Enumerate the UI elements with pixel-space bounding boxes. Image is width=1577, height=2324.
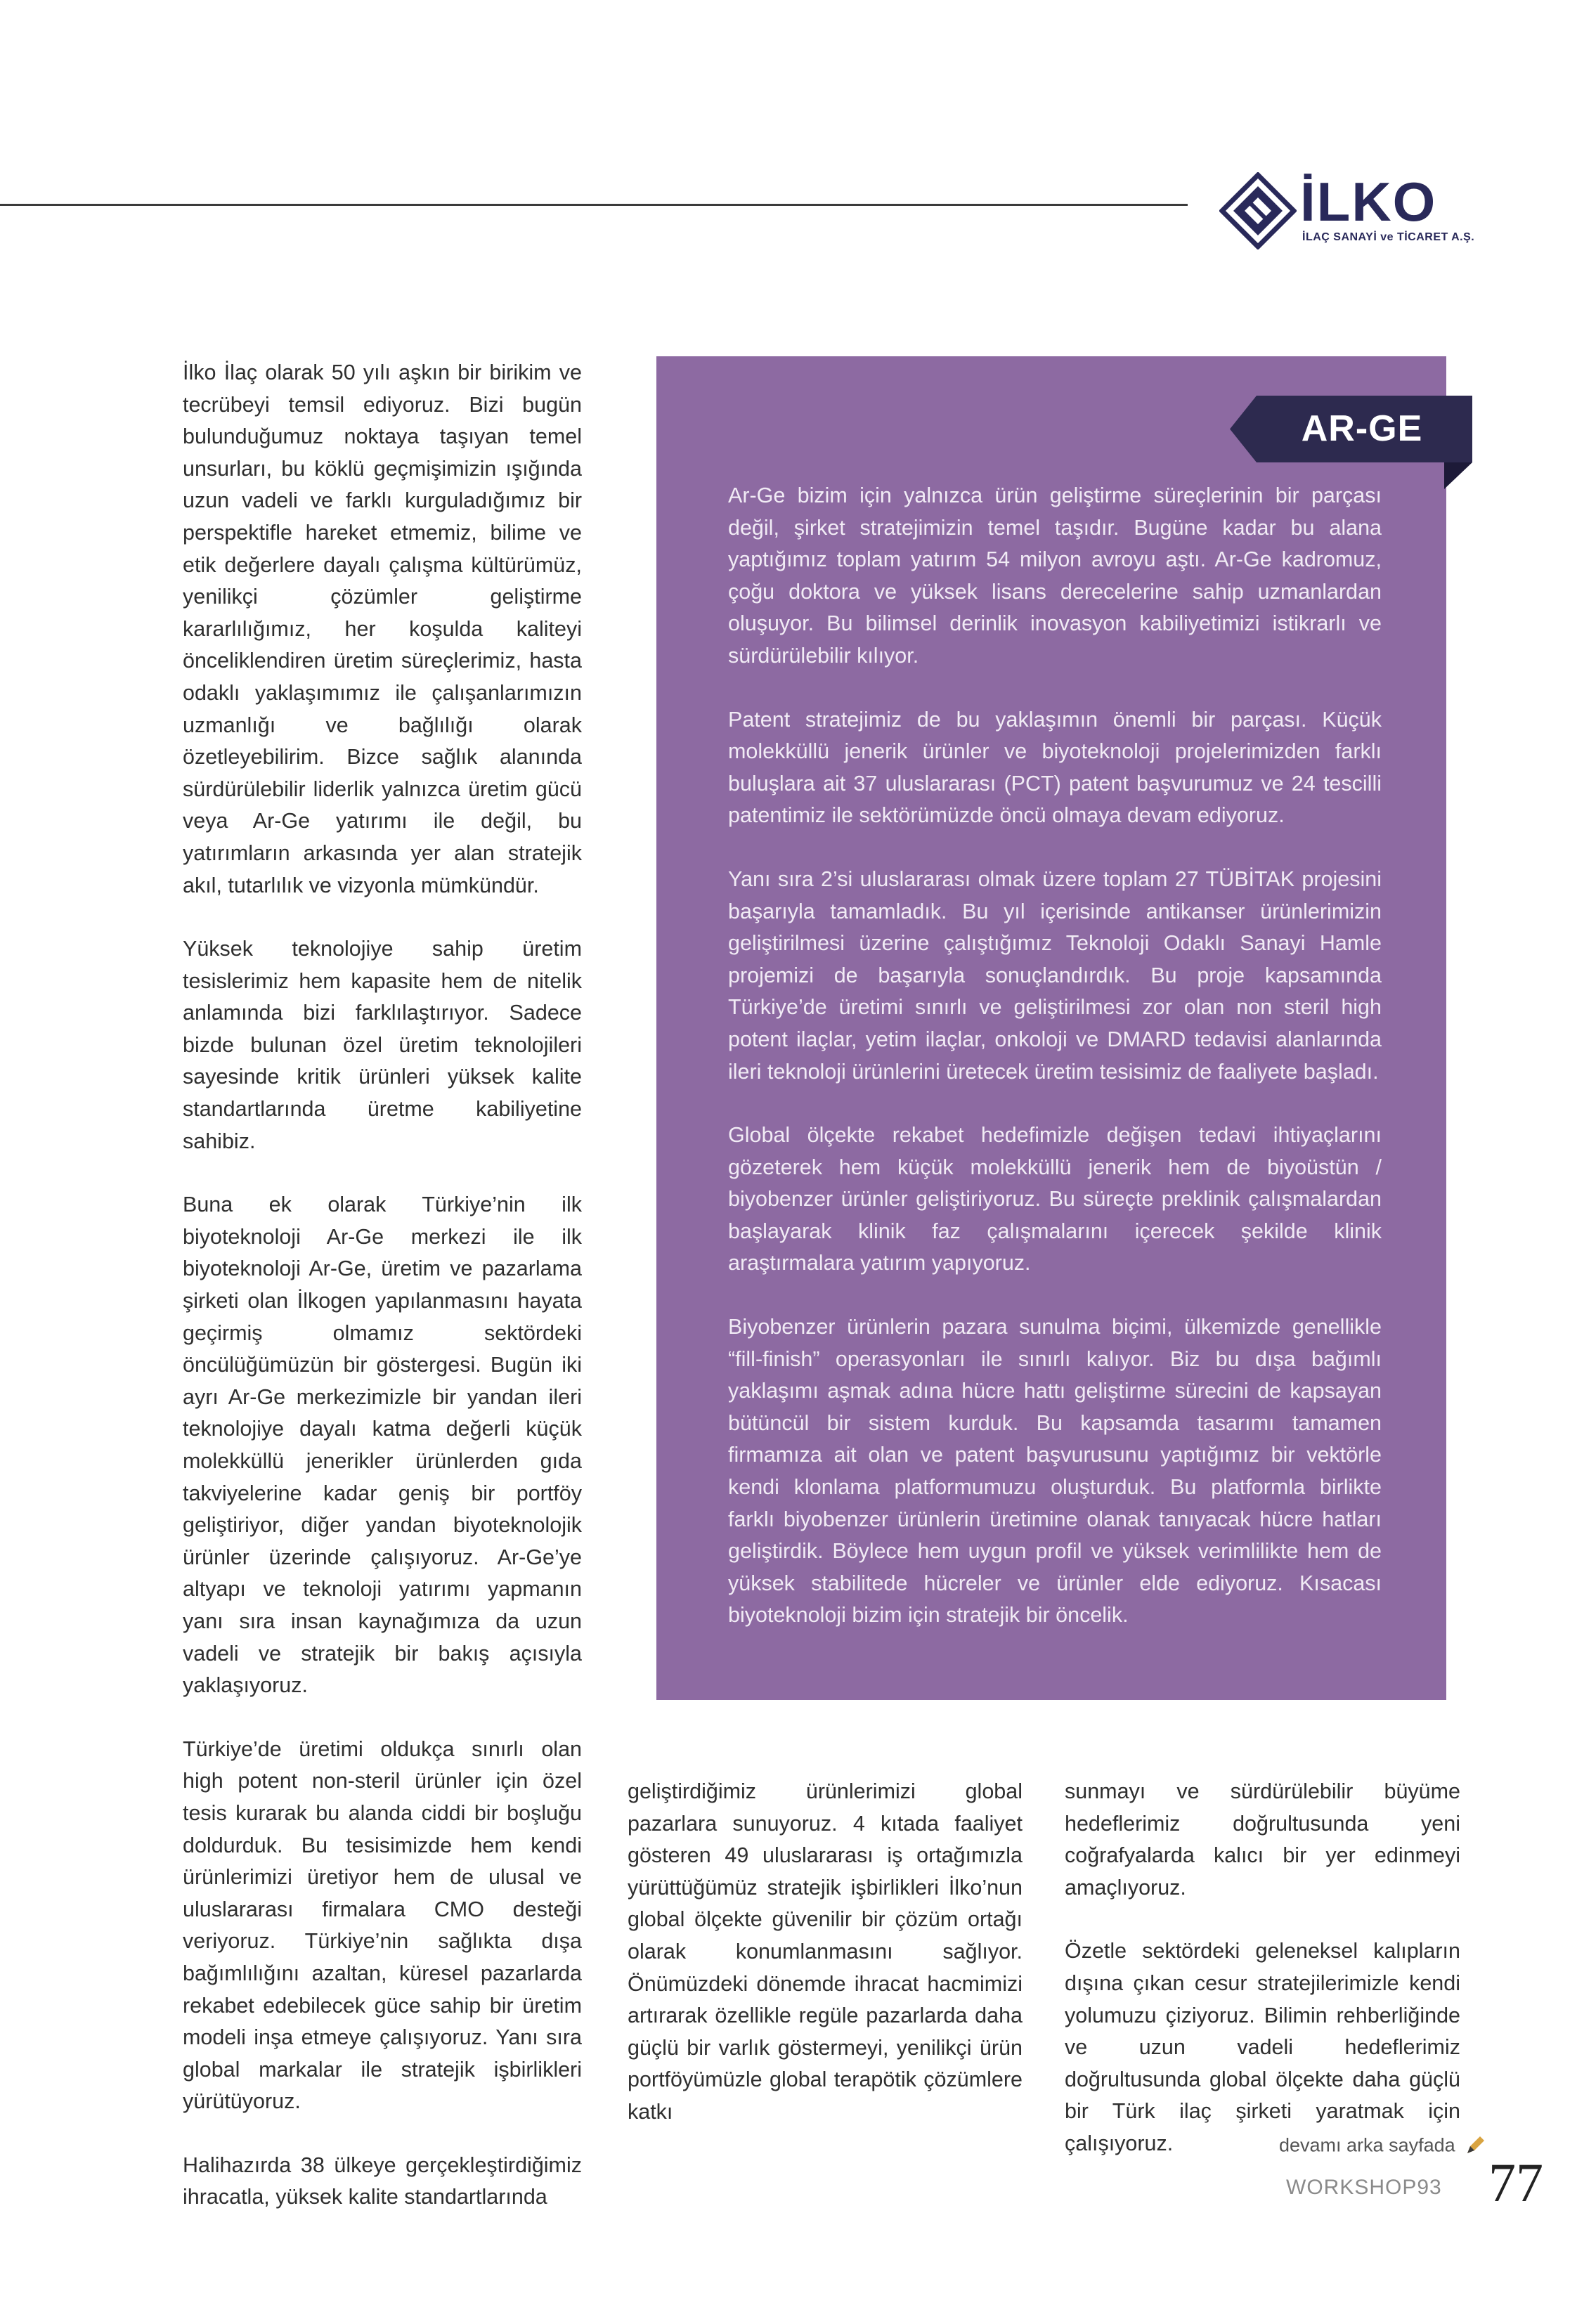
- header-rule: [0, 204, 1188, 206]
- continued-note: [1279, 2134, 1486, 2156]
- paragraph: Halihazırda 38 ülkeye gerçekleştirdiğimiz ihracatla, yüksek kalite standartlarında: [183, 2153, 582, 2209]
- paragraph: Global ölçekte rekabet hedefimizle değişen tedavi ihtiyaçlarını gözeterek hem küçük molekküllü jenerik hem de biyoüstün / biyobenzer ürünler geliştiriyoruz. Bu süreçte preklinik çalışmalardan başlayarak klinik faz çalışmalarını içerecek şekilde klinik araştırmalara yatırım yapıyoruz.: [728, 1123, 1382, 1275]
- paragraph: Patent stratejimiz de bu yaklaşımın önemli bir parçası. Küçük molekküllü jenerik ürünler ve biyoteknoloji projelerimizden farklı buluşlara ait 37 uluslararası (PCT) patent başvurumuz ve 24 tescilli patentimiz ile sektörümüzde öncü olmaya devam ediyoruz.: [728, 707, 1382, 828]
- right-text-column: [1065, 1776, 1460, 2160]
- left-text-column: [183, 357, 582, 2214]
- paragraph: Yüksek teknolojiye sahip üretim tesislerimiz hem kapasite hem de nitelik anlamında bizi farklılaştırıyor. Sadece bizde bulunan özel üretim teknolojileri sayesinde kritik ürünleri yüksek kalite standartlarında üretme kabiliyetine sahibiz.: [183, 937, 582, 1153]
- paragraph: Ar-Ge bizim için yalnızca ürün geliştirme süreçlerinin bir parçası değil, şirket stratejimizin temel taşıdır. Bugüne kadar bu alana yaptığımız toplam yatırım 54 milyon avroyu aştı. Ar-Ge kadromuz, çoğu doktora ve yüksek lisans derecelerine sahip uzmanlardan oluşuyor. Bu bilimsel derinlik inovasyon kabiliyetimizi istikrarlı ve sürdürülebilir kılıyor.: [728, 483, 1382, 668]
- continued-text: devamı arka sayfada: [1279, 2134, 1455, 2156]
- logo-subtitle: İLAÇ SANAYİ ve TİCARET A.Ş.: [1302, 231, 1475, 243]
- section-tag-label: AR-GE: [1301, 408, 1423, 449]
- paragraph: Buna ek olarak Türkiye’nin ilk biyoteknoloji Ar-Ge merkezi ile ilk biyoteknoloji Ar-Ge, üretim ve pazarlama şirketi olan İlkogen yapılanmasını hayata geçirmiş olmamız sektördeki öncülüğümüzün bir göstergesi. Bugün iki ayrı Ar-Ge merkezimizle bir yandan ileri teknolojiye dayalı katma değerli küçük molekküllü jenerikler ürünlerden gıda takviyelerine kadar geniş bir portföy geliştiriyor, diğer yandan biyoteknolojik ürünler üzerinde çalışıyoruz. Ar-Ge’ye altyapı ve teknoloji yatırımı yapmanın yanı sıra insan kaynağımıza da uzun vadeli ve stratejik bir bakış açısıyla yaklaşıyoruz.: [183, 1193, 582, 1698]
- tag-fold: [1444, 462, 1472, 489]
- paragraph: sunmayı ve sürdürülebilir büyüme hedeflerimiz doğrultusunda yeni coğrafyalarda kalıcı bir yer edinmeyi amaçlıyoruz.: [1065, 1779, 1460, 1900]
- magazine-brand: WORKSHOP93: [1286, 2176, 1442, 2199]
- pencil-icon: [1465, 2135, 1486, 2156]
- ilko-logo: [1219, 171, 1475, 249]
- arge-box-text: [728, 480, 1382, 1663]
- logo-wordmark: İLKO: [1300, 171, 1437, 233]
- paragraph: İlko İlaç olarak 50 yılı aşkın bir birikim ve tecrübeyi temsil ediyoruz. Bizi bugün bulunduğumuz noktaya taşıyan temel unsurları, bu köklü geçmişimizin ışığında uzun vadeli ve farklı kurguladığımız bir perspektifle hareket etmemiz, bilime ve etik değerlere dayalı çalışma kültürümüz, yenilikçi çözümler geliştirme kararlılığımız, her koşulda kaliteyi önceliklendiren üretim süreçlerimiz, hasta odaklı yaklaşımımız ile çalışanlarımızın uzmanlığı ve bağlılığı olarak özetleyebilirim. Bizce sağlık alanında sürdürülebilir liderlik yalnızca üretim gücü veya Ar-Ge yatırımı ile değil, bu yatırımların arkasında yer alan stratejik akıl, tutarlılık ve vizyonla mümkündür.: [183, 361, 582, 897]
- paragraph: geliştirdiğimiz ürünlerimizi global pazarlara sunuyoruz. 4 kıtada faaliyet gösteren 49 uluslararası iş ortağımızla yürüttüğümüz stratejik işbirlikleri İlko’nun global ölçekte güvenilir bir çözüm ortağı olarak konumlanmasını sağlıyor. Önümüzdeki dönemde ihracat hacmimizi artırarak özellikle regüle pazarlarda daha güçlü bir varlık göstermeyi, yenilikçi ürün portföyümüzle global terapötik çözümlere katkı: [628, 1779, 1023, 2124]
- ilko-diamond-logo-icon: [1219, 172, 1297, 249]
- paragraph: Biyobenzer ürünlerin pazara sunulma biçimi, ülkemizde genellikle “fill-finish” operasyonları ile sınırlı kalıyor. Biz bu dışa bağımlı yaklaşımı aşmak adına hücre hattı geliştirme sürecini de kapsayan bütüncül bir sistem kurduk. Bu kapsamda tasarımı tamamen firmamıza ait olan ve patent başvurusunu yaptığımız bir vektörle kendi klonlama platformumuzu oluşturduk. Bu platformla birlikte farklı biyobenzer ürünlerin üretimine olanak tanıyacak hücre hatları geliştirdik. Böylece hem uygun profil ve yüksek verimlilikte hem de yüksek stabilitede hücreler ve ürünler elde ediyoruz. Kısacası biyoteknoloji bizim için stratejik bir öncelik.: [728, 1315, 1382, 1628]
- paragraph: Yanı sıra 2’si uluslararası olmak üzere toplam 27 TÜBİTAK projesini başarıyla tamamladık. Bu yıl içerisinde antikanser ürünlerimizin geliştirilmesi üzerine çalıştığımız Teknoloji Odaklı Sanayi Hamle projemizi de başarıyla sonuçlandırdık. Bu proje kapsamında Türkiye’de üretimi sınırlı ve geliştirilmesi zor olan non steril high potent ilaçlar, yetim ilaçlar, onkoloji ve DMARD tedavisi alanlarında ileri teknoloji ürünlerini üretecek üretim tesisimiz de faaliyete başladı.: [728, 866, 1382, 1084]
- section-tag: [1230, 396, 1472, 462]
- paragraph: Özetle sektördeki geleneksel kalıpların dışına çıkan cesur stratejilerimizle kendi yolumuzu çiziyoruz. Bilimin rehberliğinde ve uzun vadeli hedeflerimiz doğrultusunda global ölçekte daha güçlü bir Türk ilaç şirketi yaratmak için çalışıyoruz.: [1065, 1939, 1460, 2155]
- middle-text-column: [628, 1776, 1023, 2129]
- paragraph: Türkiye’de üretimi oldukça sınırlı olan high potent non-steril ürünler için özel tesis kurarak bu alanda ciddi bir boşluğu doldurduk. Bu tesisimizde hem kendi ürünlerimizi üretiyor hem de ulusal ve uluslararası firmalara CMO desteği veriyoruz. Türkiye’nin sağlıkta dışa bağımlılığını azaltan, küresel pazarlarda rekabet edebilecek güce sahip bir üretim modeli inşa etmeye çalışıyoruz. Yanı sıra global markalar ile stratejik işbirlikleri yürütüyoruz.: [183, 1736, 582, 2114]
- page-number: 77: [1488, 2152, 1543, 2213]
